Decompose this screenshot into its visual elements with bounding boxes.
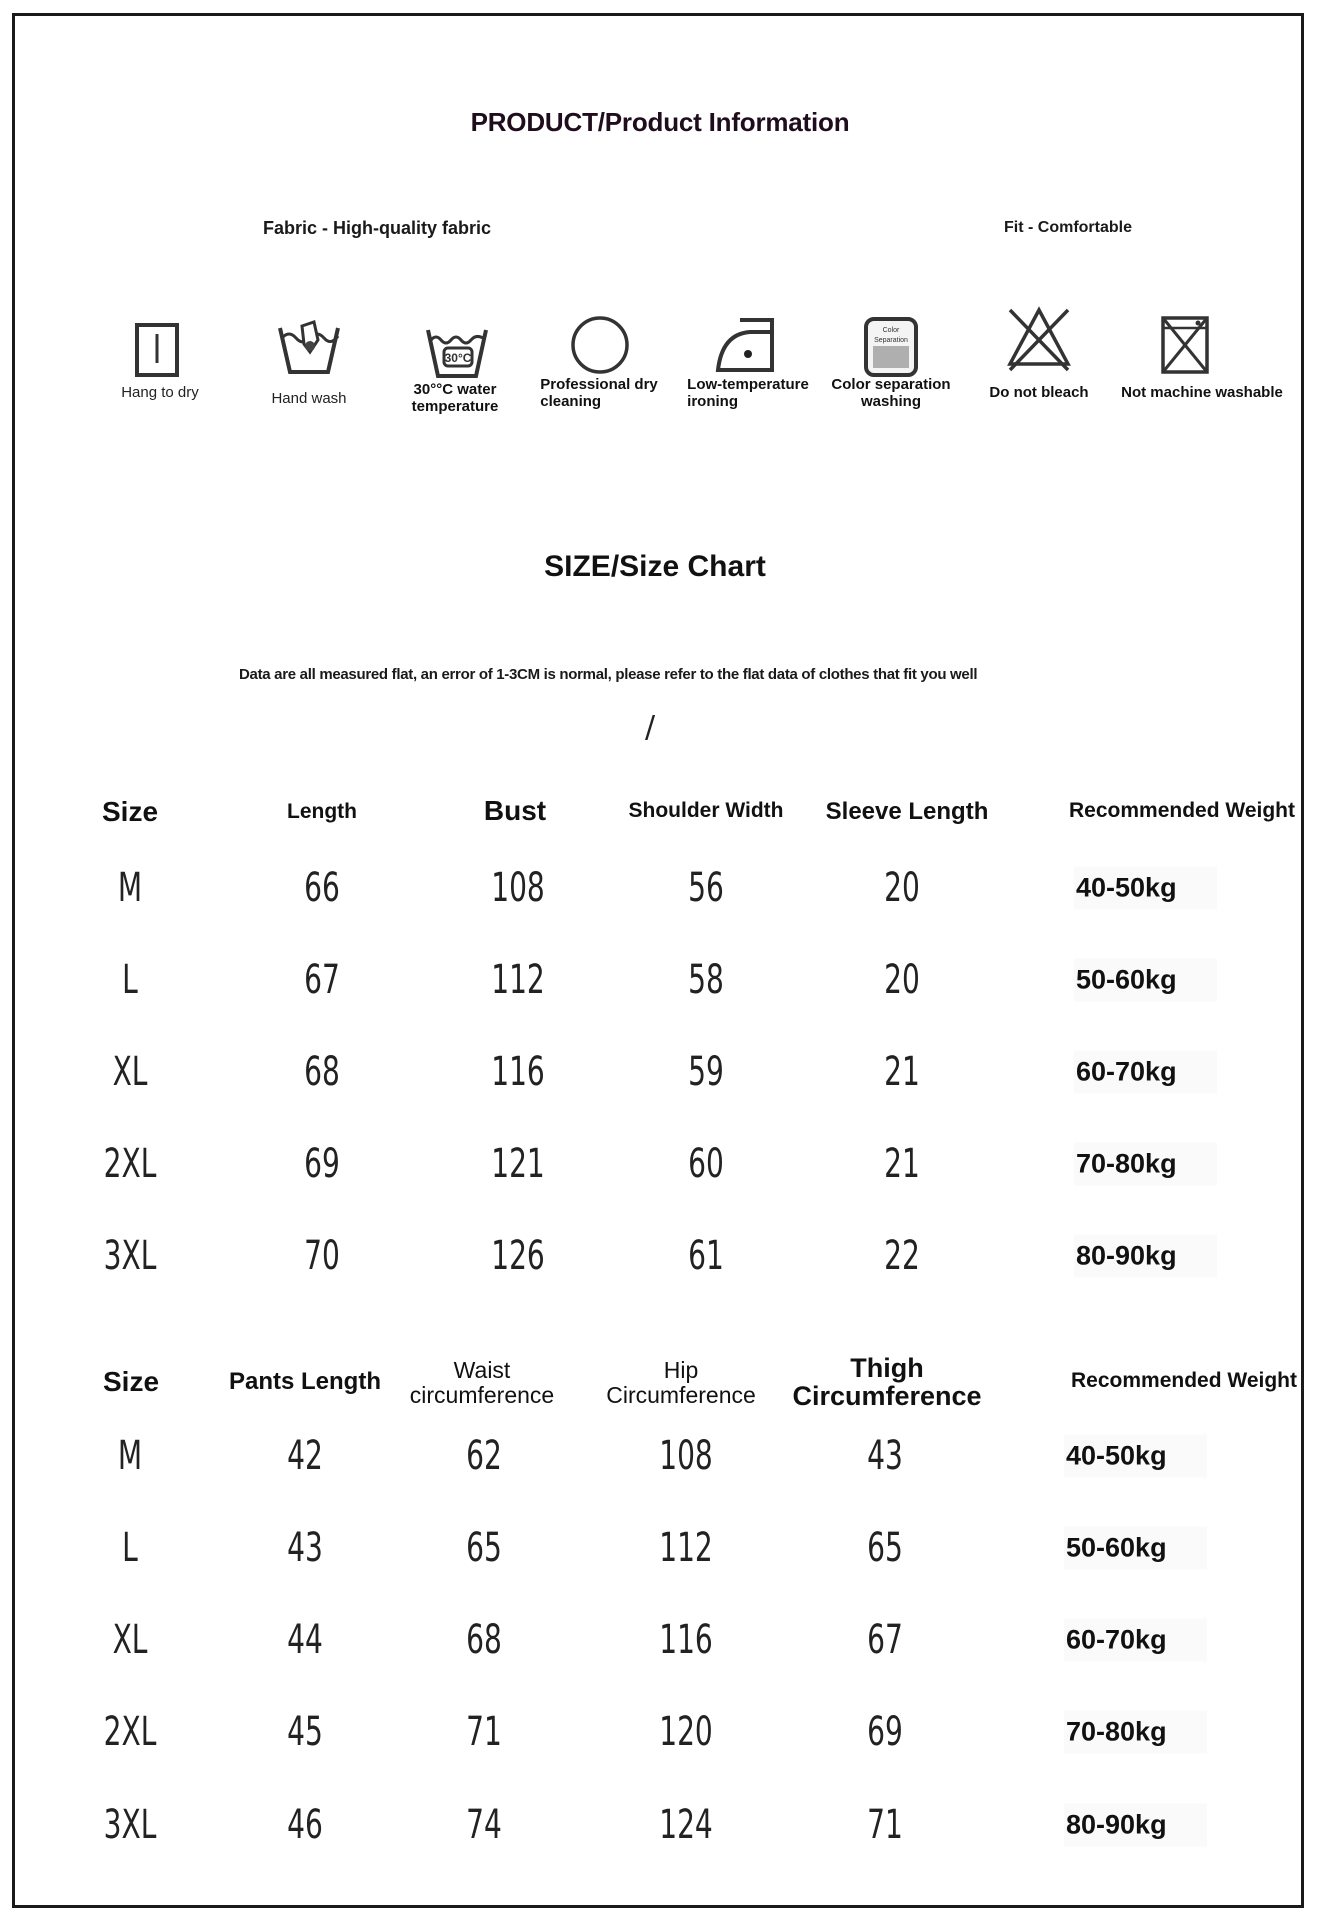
svg-text:Separation: Separation — [874, 337, 908, 344]
measurement-cell — [652, 1802, 721, 1848]
cell-value: 45 — [287, 1709, 323, 1755]
cell-value: 56 — [688, 865, 724, 911]
measurement-cell — [683, 865, 729, 911]
size-cell — [120, 957, 140, 1003]
column-header: Recommended Weight — [1071, 1369, 1297, 1392]
measurement-cell — [282, 1617, 328, 1663]
weight-cell: 60-70kg — [1064, 1619, 1207, 1662]
measurement-cell — [299, 1049, 345, 1095]
weight-cell: 50-60kg — [1074, 959, 1217, 1002]
measurement-cell — [862, 1709, 908, 1755]
cell-value: 21 — [884, 1049, 920, 1095]
cell-value: 67 — [867, 1617, 903, 1663]
measurement-cell — [461, 1709, 507, 1755]
measurement-cell — [862, 1525, 908, 1571]
size-cell — [120, 1525, 140, 1571]
column-header: Bust — [483, 795, 547, 826]
cell-value: 112 — [491, 957, 545, 1003]
cell-value: 62 — [466, 1433, 502, 1479]
cell-value: 42 — [287, 1433, 323, 1479]
size-cell — [96, 1141, 164, 1187]
column-header: Recommended Weight — [1069, 799, 1295, 822]
cell-value: 61 — [688, 1233, 724, 1279]
cell-value: 60 — [688, 1141, 724, 1187]
size-chart-title: SIZE/Size Chart — [544, 550, 766, 583]
svg-text:30°C: 30°C — [444, 351, 472, 365]
column-header: Pants Length — [228, 1368, 382, 1395]
cell-value: 59 — [688, 1049, 724, 1095]
size-cell — [114, 865, 145, 911]
measurement-cell — [461, 1802, 507, 1848]
measurement-cell — [652, 1525, 721, 1571]
cell-value: 2XL — [103, 1709, 157, 1755]
cell-value: 124 — [659, 1802, 713, 1848]
cell-value: 66 — [304, 865, 340, 911]
measurement-cell — [683, 1141, 729, 1187]
cell-value: 43 — [287, 1525, 323, 1571]
measurement-cell — [879, 1141, 925, 1187]
measurement-cell — [461, 1433, 507, 1479]
weight-cell: 80-90kg — [1074, 1235, 1217, 1278]
cell-value: 46 — [287, 1802, 323, 1848]
cell-value: 3XL — [103, 1233, 157, 1279]
cell-value: 3XL — [103, 1802, 157, 1848]
measurement-cell — [282, 1433, 328, 1479]
measurement-cell — [683, 957, 729, 1003]
cell-value: 58 — [688, 957, 724, 1003]
measurement-cell — [683, 1233, 729, 1279]
weight-cell: 70-80kg — [1074, 1143, 1217, 1186]
cell-value: 65 — [867, 1525, 903, 1571]
column-header: Size — [102, 1366, 160, 1397]
cell-value: 108 — [491, 865, 545, 911]
measurement-cell — [683, 1049, 729, 1095]
care-label: Color separation washing — [831, 376, 951, 410]
care-label: Low-temperature ironing — [687, 376, 809, 410]
cell-value: 65 — [466, 1525, 502, 1571]
measurement-cell — [879, 1049, 925, 1095]
cell-value: 69 — [304, 1141, 340, 1187]
cell-value: L — [122, 1525, 138, 1571]
column-header: Waist circumference — [409, 1357, 555, 1408]
measurement-cell — [879, 957, 925, 1003]
color-separation-icon — [856, 316, 926, 382]
no-bleach-icon — [1004, 306, 1074, 372]
measurement-cell — [484, 1049, 553, 1095]
cell-value: 108 — [659, 1433, 713, 1479]
cell-value: M — [117, 865, 143, 911]
cell-value: 20 — [884, 865, 920, 911]
cell-value: XL — [112, 1617, 148, 1663]
measurement-cell — [862, 1617, 908, 1663]
measurement-cell — [484, 1233, 553, 1279]
column-header: Length — [287, 800, 357, 823]
column-header: Thigh Circumference — [792, 1353, 982, 1411]
cell-value: 126 — [491, 1233, 545, 1279]
care-label: 30°°C water temperature — [411, 381, 499, 415]
weight-cell: 70-80kg — [1064, 1711, 1207, 1754]
cell-value: 21 — [884, 1141, 920, 1187]
cell-value: 71 — [867, 1802, 903, 1848]
cell-value: L — [122, 957, 138, 1003]
cell-value: 68 — [304, 1049, 340, 1095]
cell-value: 20 — [884, 957, 920, 1003]
cell-value: 44 — [287, 1617, 323, 1663]
measurement-cell — [484, 1141, 553, 1187]
size-cell — [96, 1802, 164, 1848]
measurement-cell — [652, 1433, 721, 1479]
measurement-cell — [282, 1802, 328, 1848]
cell-value: 116 — [491, 1049, 545, 1095]
cell-value: 69 — [867, 1709, 903, 1755]
column-header: Sleeve Length — [825, 798, 989, 825]
size-cell — [114, 1433, 145, 1479]
cell-value: 71 — [466, 1709, 502, 1755]
measurement-cell — [282, 1525, 328, 1571]
care-label: Hand wash — [271, 390, 347, 407]
measurement-cell — [652, 1617, 721, 1663]
cell-value: XL — [112, 1049, 148, 1095]
page-title: PRODUCT/Product Information — [470, 107, 850, 137]
size-cell — [108, 1617, 153, 1663]
fit-info: Fit - Comfortable — [1004, 219, 1132, 236]
care-label: Professional dry cleaning — [540, 376, 658, 410]
cell-value: 70 — [304, 1233, 340, 1279]
cell-value: 22 — [884, 1233, 920, 1279]
cell-value: 67 — [304, 957, 340, 1003]
cell-value: 116 — [659, 1617, 713, 1663]
measurement-cell — [299, 1233, 345, 1279]
weight-cell: 80-90kg — [1064, 1804, 1207, 1847]
measurement-cell — [484, 865, 553, 911]
measurement-cell — [299, 865, 345, 911]
size-cell — [96, 1233, 164, 1279]
fabric-info: Fabric - High-quality fabric — [263, 218, 492, 238]
low-iron-icon — [710, 314, 780, 380]
measurement-cell — [461, 1525, 507, 1571]
cell-value: 68 — [466, 1617, 502, 1663]
cell-value: 120 — [659, 1709, 713, 1755]
measurement-cell — [862, 1802, 908, 1848]
care-label: Hang to dry — [121, 384, 199, 401]
measurement-cell — [879, 865, 925, 911]
cell-value: 112 — [659, 1525, 713, 1571]
cell-value: 43 — [867, 1433, 903, 1479]
cell-value: 121 — [491, 1141, 545, 1187]
measurement-cell — [484, 957, 553, 1003]
weight-cell: 60-70kg — [1074, 1051, 1217, 1094]
weight-cell: 40-50kg — [1074, 867, 1217, 910]
wash-30c-icon — [422, 320, 492, 386]
no-machine-wash-icon — [1150, 312, 1220, 378]
measurement-cell — [299, 957, 345, 1003]
column-header: Size — [101, 796, 159, 827]
weight-cell: 40-50kg — [1064, 1435, 1207, 1478]
svg-text:Color: Color — [882, 327, 900, 334]
size-cell — [108, 1049, 153, 1095]
weight-cell: 50-60kg — [1064, 1527, 1207, 1570]
cell-value: M — [117, 1433, 143, 1479]
column-header: Hip Circumference — [606, 1357, 756, 1408]
divider-slash: / — [644, 710, 656, 745]
size-cell — [96, 1709, 164, 1755]
measurement-cell — [879, 1233, 925, 1279]
measurement-cell — [862, 1433, 908, 1479]
care-label: Not machine washable — [1121, 384, 1283, 401]
measurement-cell — [299, 1141, 345, 1187]
hand-wash-icon — [274, 316, 344, 382]
dry-clean-icon — [565, 312, 635, 378]
measurement-note: Data are all measured flat, an error of 1-3CM is normal, please refer to the flat data of clothes that fit you well — [239, 666, 978, 683]
column-header: Shoulder Width — [628, 799, 784, 822]
care-label: Do not bleach — [989, 384, 1089, 401]
measurement-cell — [652, 1709, 721, 1755]
cell-value: 74 — [466, 1802, 502, 1848]
measurement-cell — [461, 1617, 507, 1663]
cell-value: 2XL — [103, 1141, 157, 1187]
hang-dry-icon — [122, 318, 192, 384]
measurement-cell — [282, 1709, 328, 1755]
